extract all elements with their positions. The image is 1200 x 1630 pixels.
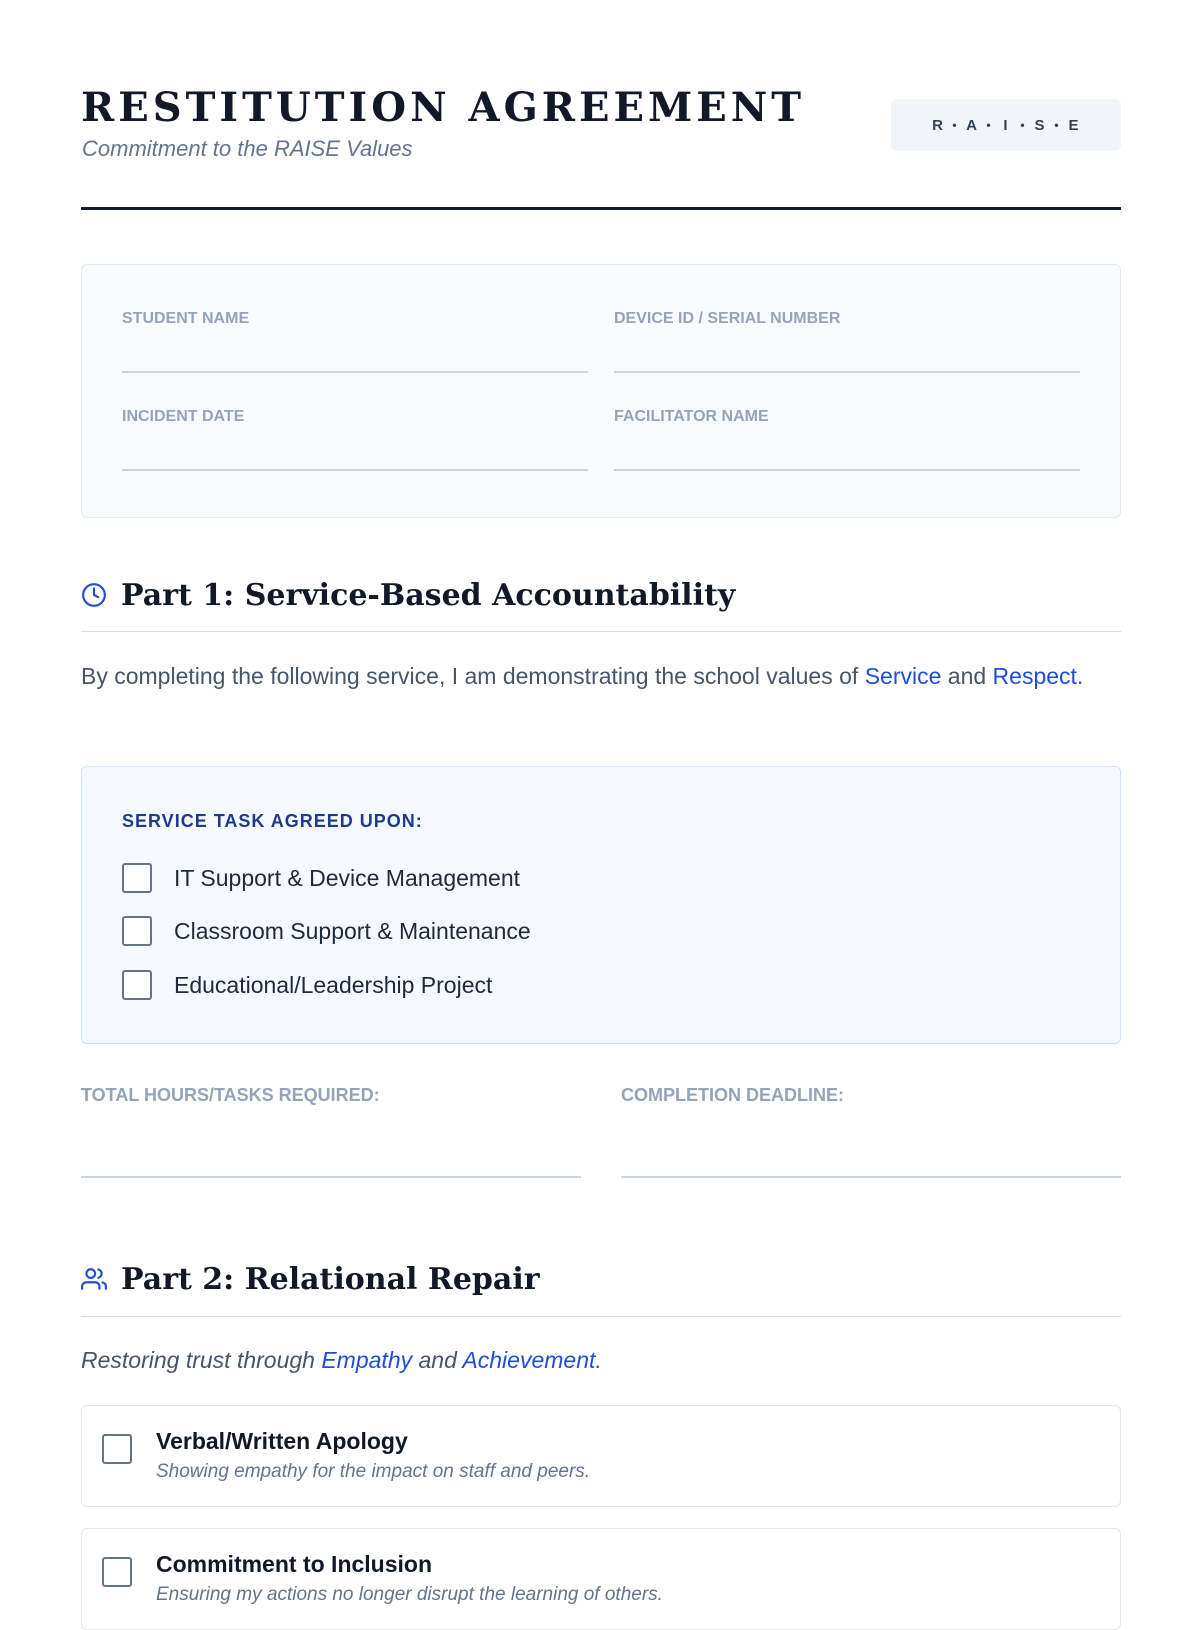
repair-checkbox[interactable] — [102, 1434, 132, 1464]
repair-item-apology[interactable] — [81, 1405, 1121, 1507]
repair-item-inclusion[interactable] — [81, 1528, 1121, 1630]
badge-separator: • — [1020, 118, 1026, 132]
task-checkbox[interactable] — [122, 916, 152, 946]
total-hours-input-line[interactable] — [81, 1176, 581, 1178]
part1-intro-text: By completing the following service, I am demonstrating the school values of — [81, 663, 865, 689]
header-divider — [81, 207, 1121, 210]
student-name-input-line[interactable] — [122, 371, 588, 373]
task-label: Educational/Leadership Project — [174, 971, 493, 998]
repair-item-title: Verbal/Written Apology — [156, 1428, 408, 1454]
student-name-field[interactable] — [122, 310, 588, 328]
badge-separator: • — [1054, 118, 1060, 132]
part1-title: Part 1: Service-Based Accountability — [121, 577, 736, 613]
badge-letter-r: R — [932, 116, 944, 134]
raise-badge — [891, 99, 1121, 151]
part2-intro-text: Restoring trust through — [81, 1347, 322, 1373]
service-task-box — [81, 766, 1121, 1044]
part1-divider — [81, 631, 1121, 632]
badge-separator: • — [986, 118, 992, 132]
part1-intro-end: . — [1076, 663, 1084, 689]
service-task-label: SERVICE TASK AGREED UPON: — [122, 811, 423, 831]
facilitator-name-label: FACILITATOR NAME — [614, 408, 769, 425]
task-option-leadership-project[interactable] — [122, 968, 492, 1002]
completion-deadline-label: COMPLETION DEADLINE: — [621, 1085, 844, 1105]
device-id-input-line[interactable] — [614, 371, 1080, 373]
task-label: IT Support & Device Management — [174, 864, 521, 891]
incident-date-field[interactable] — [122, 408, 588, 426]
value-empathy: Empathy — [321, 1347, 413, 1373]
part1-intro — [81, 660, 1121, 693]
task-label: Classroom Support & Maintenance — [174, 917, 531, 944]
badge-letter-a: A — [966, 116, 978, 134]
part2-intro-end: . — [595, 1347, 602, 1373]
document-subtitle: Commitment to the RAISE Values — [82, 136, 413, 161]
badge-letter-e: E — [1068, 116, 1080, 134]
facilitator-name-field[interactable] — [614, 408, 1080, 426]
part2-title: Part 2: Relational Repair — [121, 1261, 540, 1297]
total-hours-field[interactable] — [81, 1085, 581, 1106]
badge-letter-s: S — [1034, 116, 1046, 134]
task-option-it-support[interactable] — [122, 861, 520, 895]
value-service: Service — [864, 663, 942, 689]
part2-intro — [81, 1347, 602, 1374]
task-checkbox[interactable] — [122, 970, 152, 1000]
device-id-field[interactable] — [614, 310, 1080, 328]
facilitator-name-input-line[interactable] — [614, 469, 1080, 471]
users-icon — [81, 1266, 107, 1292]
part2-divider — [81, 1316, 1121, 1317]
incident-date-label: INCIDENT DATE — [122, 408, 245, 425]
part2-intro-and: and — [412, 1347, 463, 1373]
document-title: RESTITUTION AGREEMENT — [81, 84, 806, 131]
info-panel — [81, 264, 1121, 518]
completion-deadline-field[interactable] — [621, 1085, 1121, 1106]
value-respect: Respect — [992, 663, 1077, 689]
total-hours-label: TOTAL HOURS/TASKS REQUIRED: — [81, 1085, 380, 1105]
task-option-classroom-support[interactable] — [122, 914, 531, 948]
part1-heading — [81, 575, 1121, 615]
badge-letter-i: I — [1003, 116, 1009, 134]
student-name-label: STUDENT NAME — [122, 310, 250, 327]
value-achievement: Achievement — [462, 1347, 596, 1373]
task-checkbox[interactable] — [122, 863, 152, 893]
clock-icon — [81, 582, 107, 608]
part2-heading — [81, 1259, 1121, 1299]
repair-item-description: Showing empathy for the impact on staff and peers. — [156, 1461, 591, 1482]
incident-date-input-line[interactable] — [122, 469, 588, 471]
part1-intro-and: and — [941, 663, 993, 689]
repair-checkbox[interactable] — [102, 1557, 132, 1587]
badge-separator: • — [952, 118, 958, 132]
repair-item-description: Ensuring my actions no longer disrupt the learning of others. — [156, 1584, 663, 1605]
completion-deadline-input-line[interactable] — [621, 1176, 1121, 1178]
device-id-label: DEVICE ID / SERIAL NUMBER — [614, 310, 841, 327]
repair-item-title: Commitment to Inclusion — [156, 1551, 432, 1577]
